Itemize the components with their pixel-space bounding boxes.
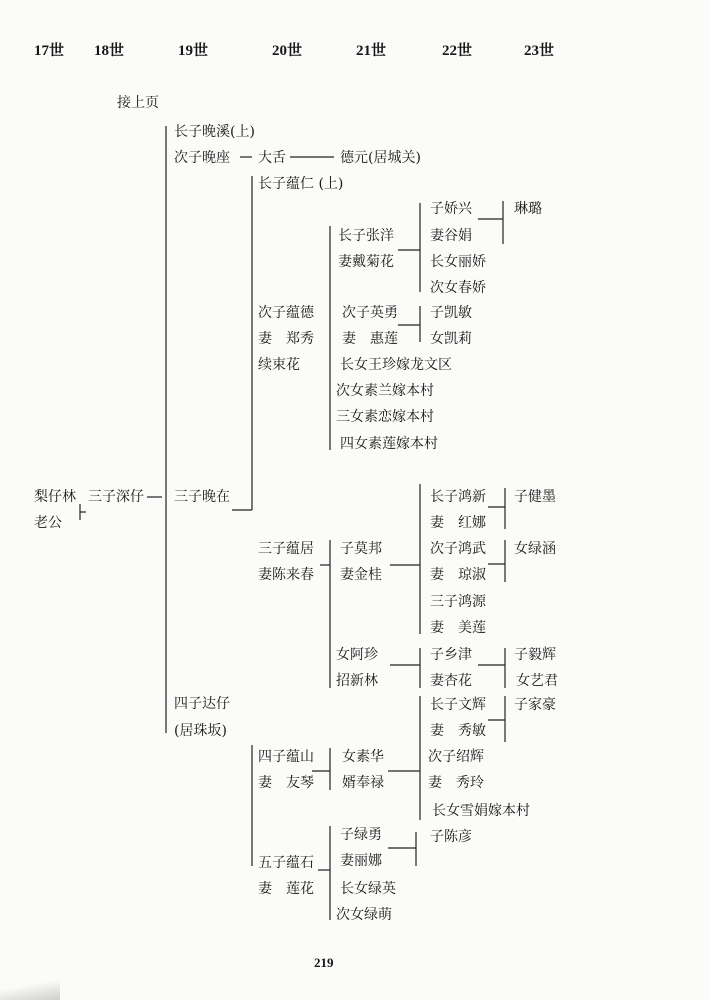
generation-23-label: 23世 — [524, 43, 555, 59]
gen22-chunjiao: 次女春娇 — [430, 280, 486, 296]
gen21-daughter-1: 长女王珍嫁龙文区 — [340, 357, 452, 373]
gen22-wenhui: 长子文辉 — [430, 697, 486, 713]
page-number: 219 — [314, 955, 334, 970]
gen21-yingyong: 次子英勇 — [342, 305, 398, 321]
gen20-fourth-son-wife: 妻 友琴 — [258, 775, 314, 791]
gen21-daughter-2: 次女素兰嫁本村 — [336, 383, 434, 399]
gen20-third-son-wife: 妻陈来春 — [258, 567, 314, 583]
gen21-zhangyang: 长子张洋 — [338, 228, 394, 244]
gen21-lvyong: 子绿勇 — [340, 827, 382, 843]
gen22-kaimin: 子凯敏 — [430, 305, 472, 321]
gen21-mobang-wife: 妻金桂 — [340, 567, 382, 583]
gen21-azhen-husband: 招新林 — [336, 673, 378, 689]
gen23-yijun: 女艺君 — [516, 673, 558, 689]
gen21-suhua-husband: 婿奉禄 — [342, 775, 384, 791]
gen22-hongyuan-wife: 妻 美莲 — [430, 620, 486, 636]
gen22-hongxin-wife: 妻 红娜 — [430, 515, 486, 531]
gen20-fifth-son: 五子蕴石 — [258, 855, 314, 871]
gen22-xuejuan: 长女雪娟嫁本村 — [432, 803, 530, 819]
gen20-third-son: 三子蕴居 — [258, 541, 314, 557]
gen20-fifth-son-wife: 妻 莲花 — [258, 881, 314, 897]
gen22-shaohui-wife: 妻 秀玲 — [428, 775, 484, 791]
gen22-chenyan: 子陈彦 — [430, 829, 472, 845]
continued-label: 接上页 — [117, 95, 159, 111]
gen22-hongxin: 长子鸿新 — [430, 489, 486, 505]
gen22-jiaoxing-wife: 妻谷娟 — [430, 228, 472, 244]
gen21-daughter-4: 四女素莲嫁本村 — [340, 436, 438, 452]
second-branch-grandson: 德元(居城关) — [340, 150, 421, 166]
gen20-second-son: 次子蕴德 — [258, 305, 314, 321]
gen22-hongwu-wife: 妻 琼淑 — [430, 567, 486, 583]
scan-shadow — [0, 976, 60, 1000]
gen21-lvyong-wife: 妻丽娜 — [340, 853, 382, 869]
gen22-jiaoxing: 子娇兴 — [430, 201, 472, 217]
gen22-wenhui-wife: 妻 秀敏 — [430, 723, 486, 739]
generation-18-label: 18世 — [94, 43, 125, 59]
gen21-suhua: 女素华 — [342, 749, 384, 765]
gen23-lvhan: 女绿涵 — [514, 541, 556, 557]
generation-17-label: 17世 — [34, 43, 65, 59]
gen20-fourth-son: 四子蕴山 — [258, 749, 314, 765]
gen22-hongyuan: 三子鸿源 — [430, 594, 486, 610]
gen21-yingyong-wife: 妻 惠莲 — [342, 331, 398, 347]
gen20-second-son-wife: 妻 郑秀 — [258, 331, 314, 347]
gen22-xiangjin-wife: 妻杏花 — [430, 673, 472, 689]
gen19-second-son: 次子晚座 — [174, 150, 230, 166]
gen19-third-son: 三子晚在 — [174, 489, 230, 505]
gen19-eldest-son: 长子晚溪(上) — [174, 124, 255, 140]
gen23-yihui: 子毅辉 — [514, 647, 556, 663]
gen22-hongwu: 次子鸿武 — [430, 541, 486, 557]
gen22-shaohui: 次子绍辉 — [428, 749, 484, 765]
gen21-daughter-3: 三女素恋嫁本村 — [336, 409, 434, 425]
gen23-jianmo: 子健墨 — [514, 489, 556, 505]
gen21-azhen: 女阿珍 — [336, 647, 378, 663]
gen19-fourth-son-note: (居珠坂) — [174, 723, 227, 739]
gen23-jiahao: 子家豪 — [514, 697, 556, 713]
gen22-xiangjin: 子乡津 — [430, 647, 472, 663]
second-branch-son: 大舌 — [258, 150, 286, 166]
gen22-lijiao: 长女丽娇 — [430, 254, 486, 270]
gen17-ancestor-title: 老公 — [34, 515, 62, 531]
gen23-linlu: 琳璐 — [514, 201, 542, 217]
gen20-second-son-second-wife: 续束花 — [258, 357, 300, 373]
gen18-person: 三子深仔 — [88, 489, 144, 505]
generation-20-label: 20世 — [272, 43, 303, 59]
gen21-mobang: 子莫邦 — [340, 541, 382, 557]
generation-21-label: 21世 — [356, 43, 387, 59]
gen20-eldest-son: 长子蕴仁 (上) — [258, 176, 344, 192]
gen19-fourth-son: 四子达仔 — [174, 696, 230, 712]
gen17-ancestor: 梨仔林 — [34, 489, 76, 505]
gen21-zhangyang-wife: 妻戴菊花 — [338, 254, 394, 270]
gen22-kaili: 女凯莉 — [430, 331, 472, 347]
gen21-lvmeng: 次女绿萌 — [336, 907, 392, 923]
gen21-lvying: 长女绿英 — [340, 881, 396, 897]
generation-22-label: 22世 — [442, 43, 473, 59]
generation-19-label: 19世 — [178, 43, 209, 59]
